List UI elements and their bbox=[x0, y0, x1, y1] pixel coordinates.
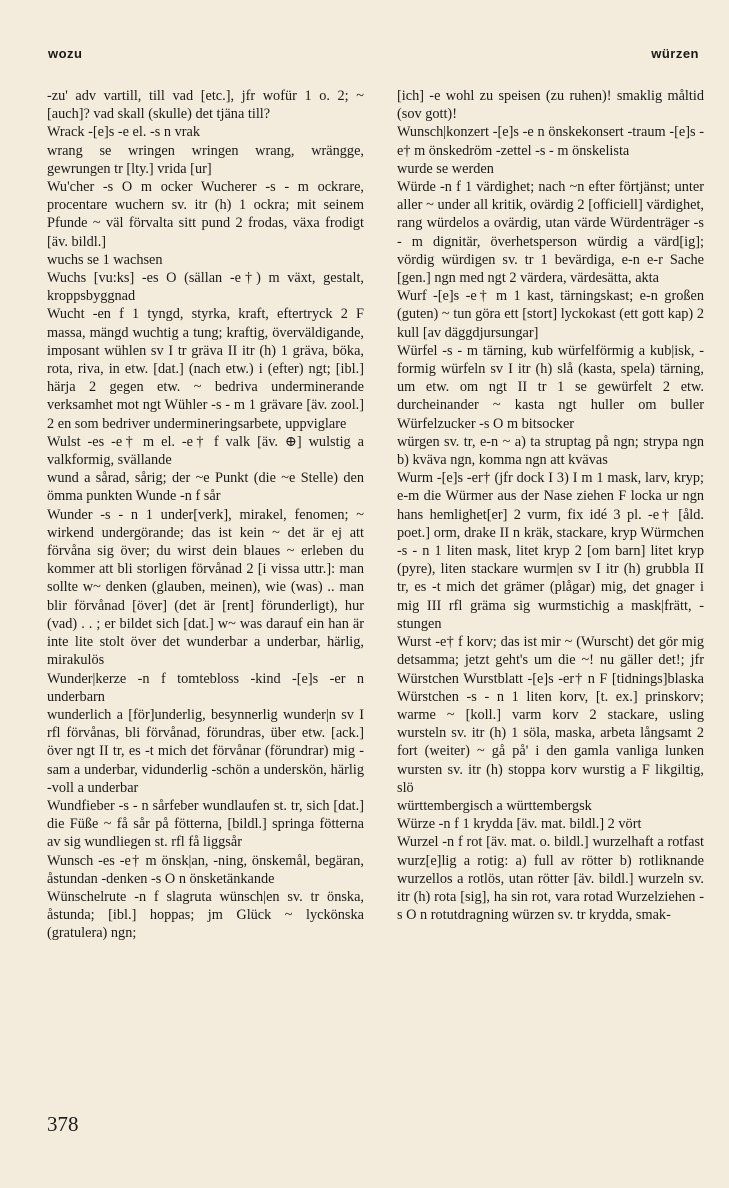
entry: Wucht -en f 1 tyngd, styrka, kraft, eftertryck 2 F massa, mängd wuchtig a tung; kraftig, överväldigande, imposant wühlen sv I tr gräva II itr (h) 1 gräva, böka, rota, riva, in etw. [dat.] (nach etw.) i (efter) ngt; [ibl.] härja 2 gegen etw. ~ bedriva underminerande verksamhet mot ngt Wühler -s - m 1 grävare [äv. zool.] 2 en som bedriver undermineringsarbete, uppviglare bbox=[47, 306, 364, 432]
entry: Wurm -[e]s -er† (jfr dock I 3) I m 1 mask, larv, kryp; e-m die Würmer aus der Nase ziehen F locka ur ngn hans hemlighet[er] 2 vurm, fix idé 3 pl. -e† [åld. poet.] orm, drake II n kräk, stackare, kryp Würmchen -s - n 1 liten mask, litet kryp 2 [om barn] litet kryp (pyre), liten stackare wurm|en sv I itr (h) grubbla II tr, es -t mich det grämer (plågar) mig, det gnager i mig III rfl gräma sig wurmstichig a mask|frätt, -stungen bbox=[397, 470, 704, 632]
entry: wrang se wringen wringen wrang, wrängge, gewrungen tr [lty.] vrida [ur] bbox=[47, 142, 364, 177]
entry: Wunder -s - n 1 under[verk], mirakel, fenomen; ~ wirkend undergörande; das ist kein ~ det är ej att förvåna sig över; du wirst dein blaues ~ erleben du kommer att bli storligen förvånad 2 [i vissa uttr.]: man sollte w~ denken (glauben, meinen), wie (was) .. man blir förvånad [över] (det är [rent] förunderligt), hur (vad) . . ; er bildet sich [dat.] w~ was darauf ein han är inte lite stolt över det wunderbar a underbar, härlig, mirakulös bbox=[47, 506, 364, 669]
entry: Wuchs [vu:ks] -es O (sällan -e†) m växt, gestalt, kroppsbyggnad bbox=[47, 270, 364, 305]
entry: Wurzel -n f rot [äv. mat. o. bildl.] wurzelhaft a rotfast wurz[e]lig a rotig: a) full av rötter b) rotliknande wurzellos a rotlös, utan rötter [äv. bildl.] wurzeln sv. itr (h) rota [sig], ha sin rot, vara rotad Wurzelziehen -s O n rotutdragning würzen sv. tr krydda, smak- bbox=[397, 834, 704, 924]
entry: Wurst -e† f korv; das ist mir ~ (Wurscht) det gör mig detsamma; jetzt geht's um die ~! nu gäller det!; jfr Würstchen Wurstblatt -[e]s -er† n F [tidnings]blaska Würstchen -s - n 1 liten korv, [t. ex.] prinskorv; warme ~ [koll.] varm korv 2 stackare, usling wursteln sv. itr (h) 1 söla, maska, arbeta långsamt 2 fort (weiter) ~ gå på' i den gamla vanliga lunken wursten sv. itr (h) stoppa korv wurstig a F likgiltig, slö bbox=[397, 634, 704, 796]
page-number: 378 bbox=[47, 1112, 79, 1136]
entry: Wurf -[e]s -e† m 1 kast, tärningskast; e-n großen (guten) ~ tun göra ett [stort] lyckokast (ett gott kap) 2 kull [av däggdjursungar] bbox=[397, 288, 704, 341]
left-column bbox=[47, 87, 364, 943]
entry: Wunsch -es -e† m önsk|an, -ning, önskemål, begäran, åstundan -denken -s O n önsketänkande bbox=[47, 852, 364, 887]
entry: Wunsch|konzert -[e]s -e n önskekonsert -traum -[e]s -e† m önskedröm -zettel -s - m önskelista bbox=[397, 124, 704, 159]
entry: Wulst -es -e† m el. -e† f valk [äv. ⊕] wulstig a valkformig, svällande bbox=[47, 433, 364, 469]
entry: Wunder|kerze -n f tomtebloss -kind -[e]s -er n underbarn bbox=[47, 670, 364, 705]
entry: Wrack -[e]s -e el. -s n vrak bbox=[47, 124, 201, 141]
entry: würgen sv. tr, e-n ~ a) ta struptag på ngn; strypa ngn b) kväva ngn, komma ngn att kvävas bbox=[397, 433, 704, 469]
entry: Würfel -s - m tärning, kub würfelförmig a kub|isk, -formig würfeln sv I itr (h) slå (kasta, spela) tärning, um etw. om ngt II tr 1 se gewürfelt 2 etw. durcheinander ~ kasta ngt huller om buller Würfelzucker -s O m bitsocker bbox=[397, 342, 704, 432]
entry: wunderlich a [för]underlig, besynnerlig wunder|n sv I rfl förvånas, bli förvånad, förundras, über etw. [ack.] över ngt II tr, es -t mich det förvånar (förundrar) mig -sam a underbar, vidunderlig -schön a underskön, härlig -voll a underbar bbox=[47, 706, 364, 796]
entry: Wundfieber -s - n sårfeber wundlaufen st. tr, sich [dat.] die Füße ~ få sår på fötterna, [bildl.] springa fötterna av sig wundliegen st. rfl få liggsår bbox=[47, 797, 364, 851]
entry: wund a sårad, sårig; der ~e Punkt (die ~e Stelle) den ömma punkten Wunde -n f sår bbox=[47, 470, 364, 505]
right-guide-word: würzen bbox=[651, 46, 699, 61]
entry: wuchs se 1 wachsen bbox=[47, 251, 163, 268]
entry: -zu' adv vartill, till vad [etc.], jfr wofür 1 o. 2; ~ [auch]? vad skall (skulle) det tjäna till? bbox=[47, 88, 364, 123]
entry: württembergisch a württembergsk bbox=[397, 797, 592, 814]
entry: Würde -n f 1 värdighet; nach ~n efter förtjänst; unter aller ~ under all kritik, ovärdig 2 [officiell] värdighet, rang würdelos a ovärdig, utan värde Würdenträger -s - m dignitär, överhetsperson würdig a värd[ig]; vördig würdigen sv. tr 1 bevärdiga, e-n e-r Sache [gen.] ngn med ngt 2 värdera, värdesätta, akta bbox=[397, 179, 704, 287]
entry: Würze -n f 1 krydda [äv. mat. bildl.] 2 vört bbox=[397, 816, 642, 833]
entry: Wu'cher -s O m ocker Wucherer -s - m ockrare, procentare wuchern sv. itr (h) 1 ockra; mit seinem Pfunde ~ väl förvalta sitt pund 2 frodas, växa frodigt [äv. bildl.] bbox=[47, 179, 364, 250]
entry: wurde se werden bbox=[397, 160, 494, 177]
entry: [ich] -e wohl zu speisen (zu ruhen)! smaklig måltid (sov gott)! bbox=[397, 88, 704, 123]
right-column bbox=[397, 87, 704, 924]
entry: Wünschelrute -n f slagruta wünsch|en sv. tr önska, åstunda; [ibl.] hoppas; jm Glück ~ lyckönska (gratulera) ngn; bbox=[47, 888, 364, 942]
left-guide-word: wozu bbox=[48, 46, 83, 61]
